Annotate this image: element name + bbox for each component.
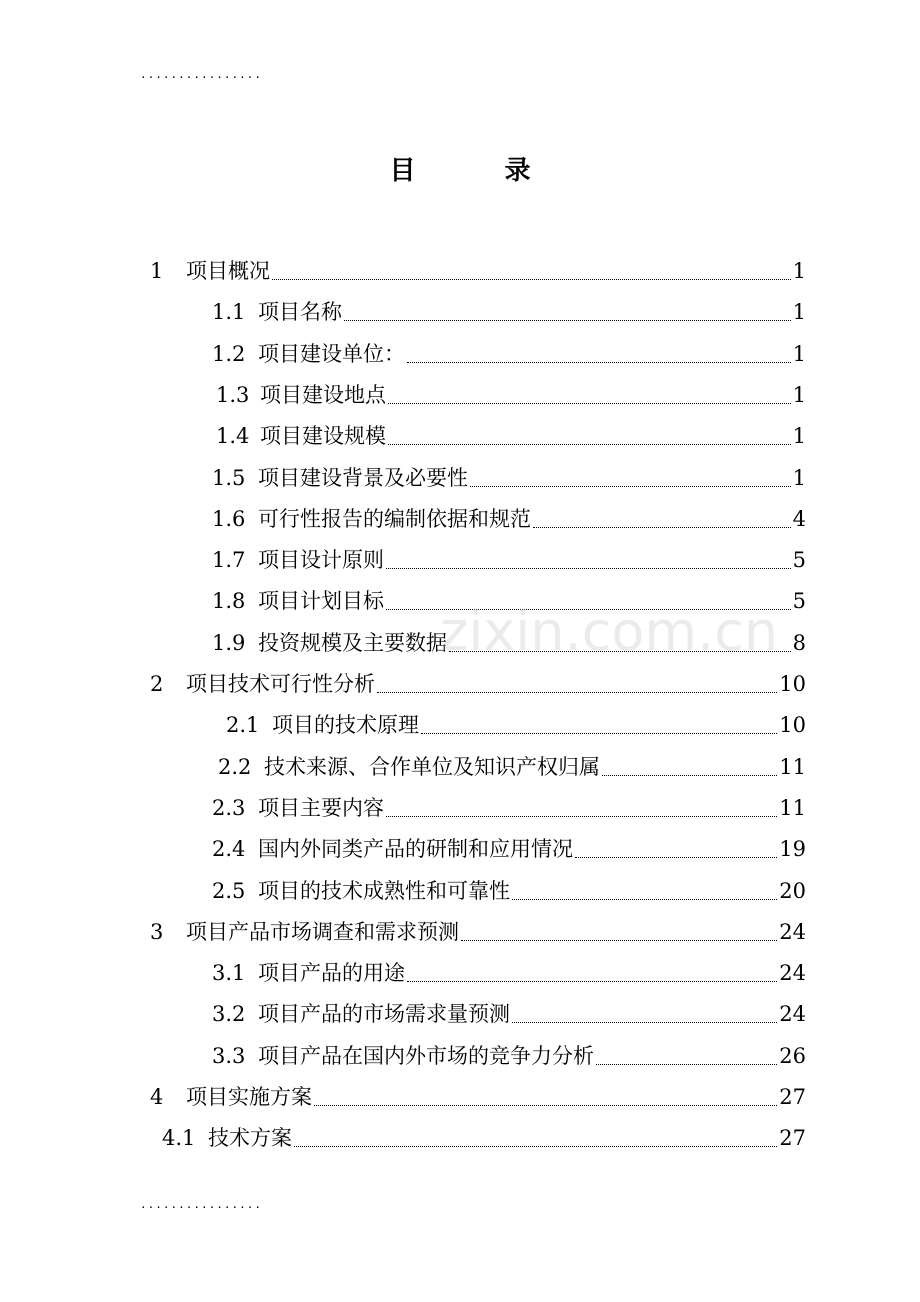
toc-entry[interactable] xyxy=(212,1041,806,1071)
toc-entry-page-number: 8 xyxy=(792,631,806,655)
toc-entry-label: 项目技术可行性分析 xyxy=(186,672,375,696)
toc-entry[interactable] xyxy=(162,1123,806,1153)
toc-entry-label: 项目设计原则 xyxy=(258,548,384,572)
toc-entry-page-number: 27 xyxy=(779,1126,806,1150)
toc-dot-leader xyxy=(272,278,791,280)
toc-entry-label: 项目概况 xyxy=(186,259,270,283)
toc-entry-label: 项目名称 xyxy=(258,300,342,324)
toc-entry[interactable] xyxy=(218,752,806,782)
toc-entry-label: 项目的技术原理 xyxy=(272,713,419,737)
toc-dot-leader xyxy=(421,732,777,734)
toc-entry-page-number: 19 xyxy=(779,837,806,861)
toc-entry-number: 4 xyxy=(150,1085,164,1109)
toc-entry-number: 4.1 xyxy=(162,1126,196,1150)
toc-dot-leader xyxy=(314,1104,777,1106)
toc-entry-page-number: 26 xyxy=(779,1044,806,1068)
toc-entry-label: 项目建设地点 xyxy=(260,383,386,407)
toc-entry-label: 项目建设单位： xyxy=(258,342,405,366)
toc-entry-number: 1.4 xyxy=(216,424,250,448)
toc-entry-number: 3.2 xyxy=(212,1002,246,1026)
toc-entry-page-number: 1 xyxy=(792,259,806,283)
toc-dot-leader xyxy=(377,691,777,693)
toc-entry-page-number: 1 xyxy=(792,300,806,324)
toc-dot-leader xyxy=(470,485,791,487)
toc-entry-number: 2.1 xyxy=(226,713,260,737)
toc-entry-label: 项目产品市场调查和需求预测 xyxy=(186,920,459,944)
toc-entry-number: 2.3 xyxy=(212,796,246,820)
toc-dot-leader xyxy=(386,815,777,817)
toc-entry-label: 项目实施方案 xyxy=(186,1085,312,1109)
toc-entry-page-number: 24 xyxy=(779,1002,806,1026)
toc-entry-page-number: 24 xyxy=(779,920,806,944)
toc-entry[interactable] xyxy=(150,917,806,947)
toc-entry[interactable] xyxy=(212,999,806,1029)
toc-entry-page-number: 10 xyxy=(779,713,806,737)
toc-entry[interactable] xyxy=(212,463,806,493)
toc-entry-page-number: 24 xyxy=(779,961,806,985)
toc-entry[interactable] xyxy=(212,876,806,906)
toc-entry-label: 投资规模及主要数据 xyxy=(258,631,447,655)
toc-entry[interactable] xyxy=(150,256,806,286)
toc-entry-page-number: 1 xyxy=(792,383,806,407)
toc-entry-label: 项目的技术成熟性和可靠性 xyxy=(258,879,510,903)
toc-dot-leader xyxy=(386,567,791,569)
toc-dot-leader xyxy=(575,856,777,858)
toc-dot-leader xyxy=(602,774,777,776)
toc-entry-number: 2.2 xyxy=(218,755,252,779)
toc-entry[interactable] xyxy=(212,297,806,327)
toc-entry[interactable] xyxy=(226,710,806,740)
toc-entry-label: 国内外同类产品的研制和应用情况 xyxy=(258,837,573,861)
toc-entry[interactable] xyxy=(212,339,806,369)
header-dots: ................ xyxy=(140,68,262,81)
toc-entry-page-number: 1 xyxy=(792,424,806,448)
toc-dot-leader xyxy=(512,1021,777,1023)
footer-dots: ................ xyxy=(140,1198,262,1211)
toc-entry-label: 项目建设规模 xyxy=(260,424,386,448)
toc-entry-label: 项目主要内容 xyxy=(258,796,384,820)
watermark: zixin.com.cn xyxy=(440,600,779,663)
toc-entry-number: 1.9 xyxy=(212,631,246,655)
toc-entry-label: 项目建设背景及必要性 xyxy=(258,466,468,490)
toc-dot-leader xyxy=(388,443,791,445)
toc-entry-page-number: 20 xyxy=(779,879,806,903)
toc-entry-number: 1.8 xyxy=(212,589,246,613)
toc-entry-page-number: 4 xyxy=(792,507,806,531)
toc-entry-label: 技术方案 xyxy=(208,1126,292,1150)
toc-dot-leader xyxy=(596,1063,777,1065)
toc-dot-leader xyxy=(407,980,777,982)
page-title: 目 录 xyxy=(389,156,571,186)
toc-entry-page-number: 1 xyxy=(792,466,806,490)
toc-entry-label: 项目计划目标 xyxy=(258,589,384,613)
toc-entry-number: 1.1 xyxy=(212,300,246,324)
toc-entry[interactable] xyxy=(212,545,806,575)
toc-entry-page-number: 1 xyxy=(792,342,806,366)
toc-entry-number: 1 xyxy=(150,259,164,283)
toc-dot-leader xyxy=(344,319,791,321)
toc-entry[interactable] xyxy=(150,669,806,699)
toc-entry-number: 3.3 xyxy=(212,1044,246,1068)
toc-entry-number: 3.1 xyxy=(212,961,246,985)
toc-entry-number: 2.5 xyxy=(212,879,246,903)
toc-entry[interactable] xyxy=(212,504,806,534)
toc-entry-label: 项目产品在国内外市场的竞争力分析 xyxy=(258,1044,594,1068)
toc-dot-leader xyxy=(294,1145,777,1147)
toc-entry-page-number: 11 xyxy=(779,755,806,779)
toc-entry-label: 技术来源、合作单位及知识产权归属 xyxy=(264,755,600,779)
toc-entry-page-number: 10 xyxy=(779,672,806,696)
toc-entry[interactable] xyxy=(212,793,806,823)
toc-entry-page-number: 27 xyxy=(779,1085,806,1109)
toc-entry-page-number: 5 xyxy=(792,589,806,613)
toc-entry-number: 1.5 xyxy=(212,466,246,490)
toc-entry[interactable] xyxy=(212,834,806,864)
toc-dot-leader xyxy=(407,361,791,363)
toc-dot-leader xyxy=(461,939,777,941)
toc-entry-number: 1.6 xyxy=(212,507,246,531)
toc-entry-number: 3 xyxy=(150,920,164,944)
toc-entry[interactable] xyxy=(150,1082,806,1112)
toc-entry[interactable] xyxy=(216,380,806,410)
toc-entry-label: 项目产品的用途 xyxy=(258,961,405,985)
toc-entry-number: 2 xyxy=(150,672,164,696)
toc-entry[interactable] xyxy=(212,958,806,988)
toc-entry-label: 可行性报告的编制依据和规范 xyxy=(258,507,531,531)
toc-dot-leader xyxy=(533,526,791,528)
toc-entry-page-number: 5 xyxy=(792,548,806,572)
toc-entry-number: 1.2 xyxy=(212,342,246,366)
toc-entry-number: 2.4 xyxy=(212,837,246,861)
toc-entry[interactable] xyxy=(216,421,806,451)
toc-entry-number: 1.3 xyxy=(216,383,250,407)
toc-entry-number: 1.7 xyxy=(212,548,246,572)
toc-dot-leader xyxy=(512,898,777,900)
toc-entry-label: 项目产品的市场需求量预测 xyxy=(258,1002,510,1026)
toc-dot-leader xyxy=(388,402,791,404)
toc-entry-page-number: 11 xyxy=(779,796,806,820)
